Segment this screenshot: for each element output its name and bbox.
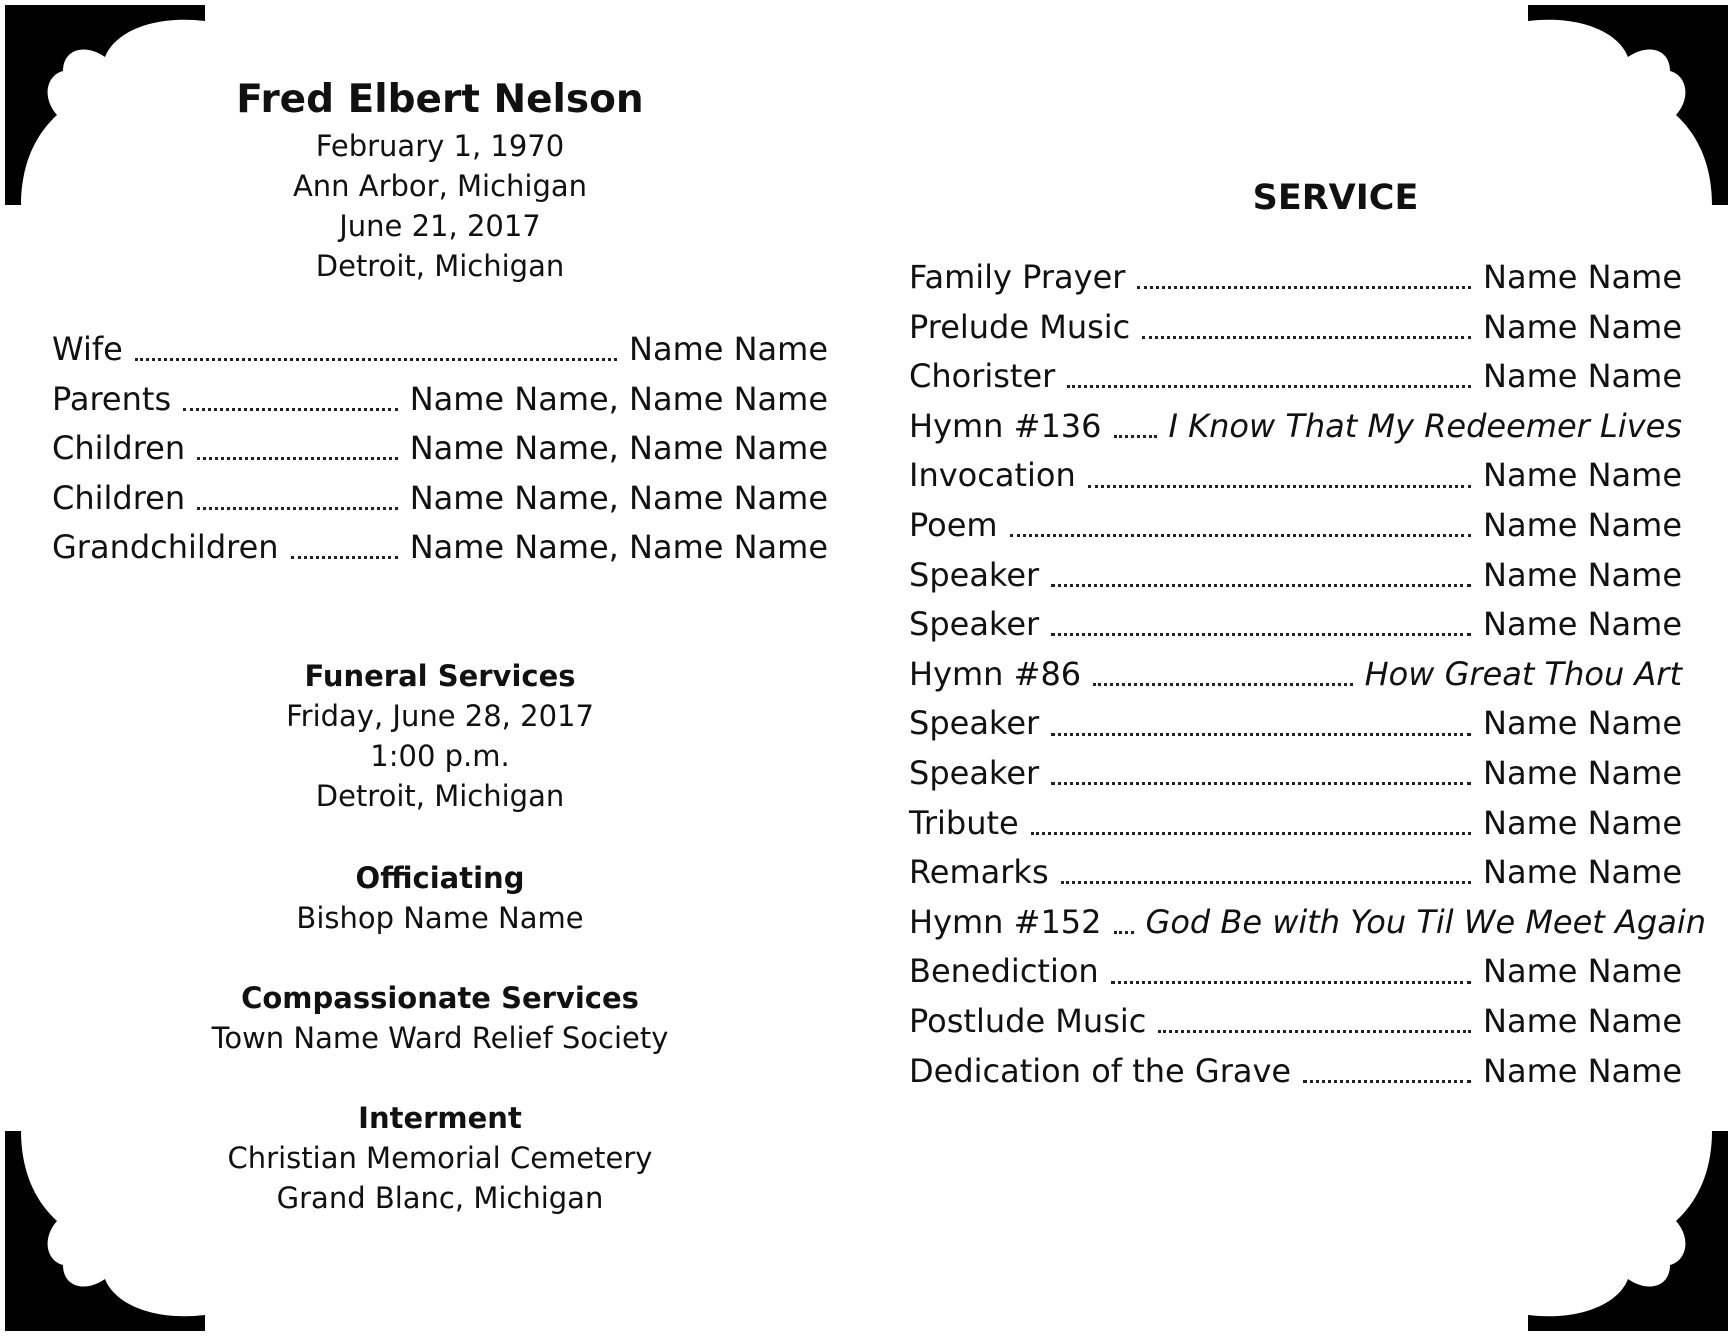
family-value: Name Name, Name Name	[409, 429, 828, 467]
service-row	[909, 1002, 1682, 1052]
family-label: Children	[52, 478, 186, 517]
dot-leader	[1051, 633, 1471, 636]
service-item-label: Postlude Music	[909, 1001, 1147, 1040]
obituary-header	[52, 74, 828, 286]
family-value: Name Name, Name Name	[409, 478, 828, 517]
birth-date: February 1, 1970	[315, 129, 565, 163]
service-item-label: Chorister	[909, 357, 1056, 396]
service-row	[909, 258, 1682, 308]
corner-ornament-bottom-right-icon	[1528, 1131, 1728, 1331]
service-item-value: Name Name	[1483, 555, 1682, 594]
service-row	[909, 952, 1682, 1002]
service-program-list	[909, 258, 1706, 1101]
dot-leader	[1111, 981, 1471, 984]
dot-leader	[1114, 931, 1134, 934]
family-label: Parents	[52, 379, 172, 418]
service-item-value: Name Name	[1483, 357, 1682, 396]
interment-line: Christian Memorial Cemetery	[227, 1140, 653, 1175]
service-item-value: Name Name	[1483, 952, 1682, 991]
dot-leader	[1061, 881, 1471, 884]
corner-ornament-top-right-icon	[1528, 5, 1728, 205]
dot-leader	[197, 457, 398, 460]
service-item-label: Dedication of the Grave	[909, 1051, 1292, 1090]
officiating-line: Bishop Name Name	[296, 900, 584, 935]
dot-leader	[1158, 1030, 1471, 1033]
service-item-label: Family Prayer	[909, 258, 1126, 296]
family-list	[52, 330, 828, 578]
dot-leader	[183, 408, 398, 411]
officiating-heading: Officiating	[355, 860, 525, 895]
service-row	[909, 407, 1682, 457]
funeral-services-line: Detroit, Michigan	[315, 778, 565, 813]
service-item-label: Poem	[909, 505, 998, 544]
dot-leader	[1010, 534, 1471, 537]
dot-leader	[1114, 435, 1157, 438]
compassionate-services-section	[52, 978, 828, 1058]
service-item-label: Prelude Music	[909, 307, 1131, 346]
service-item-label: Speaker	[909, 555, 1040, 594]
service-item-value: Name Name	[1483, 753, 1682, 792]
dot-leader	[1137, 286, 1471, 289]
officiating-section	[52, 858, 828, 938]
service-item-value: Name Name	[1483, 605, 1682, 644]
dot-leader	[291, 556, 398, 559]
service-row	[909, 506, 1682, 556]
service-row	[909, 308, 1682, 358]
service-row	[909, 853, 1682, 903]
family-row	[52, 330, 828, 380]
family-label: Grandchildren	[52, 528, 279, 566]
service-row	[909, 902, 1706, 953]
dot-leader	[1067, 385, 1471, 388]
right-panel	[909, 176, 1706, 1101]
compassionate-services-heading: Compassionate Services	[241, 980, 639, 1015]
service-item-label: Hymn #86	[909, 654, 1082, 693]
dot-leader	[1051, 733, 1471, 736]
service-item-value: Name Name	[1483, 704, 1682, 743]
death-place: Detroit, Michigan	[315, 249, 565, 283]
dot-leader	[1303, 1080, 1471, 1083]
service-item-label: Tribute	[909, 803, 1019, 842]
hymn-title: God Be with You Til We Meet Again	[1145, 902, 1706, 941]
birth-place: Ann Arbor, Michigan	[292, 169, 588, 203]
interment-heading: Interment	[358, 1100, 522, 1135]
family-row	[52, 380, 828, 430]
dot-leader	[197, 507, 398, 510]
service-row	[909, 605, 1682, 655]
family-value: Name Name, Name Name	[409, 379, 828, 418]
compassionate-services-line: Town Name Ward Relief Society	[211, 1020, 669, 1055]
service-item-label: Speaker	[909, 704, 1040, 743]
dot-leader	[1093, 683, 1352, 686]
service-row	[909, 456, 1682, 506]
service-item-value: Name Name	[1483, 1051, 1682, 1090]
service-heading: SERVICE	[1252, 178, 1419, 218]
service-row	[909, 1052, 1682, 1102]
dot-leader	[1051, 584, 1471, 587]
hymn-title: How Great Thou Art	[1364, 654, 1682, 693]
service-item-value: Name Name	[1483, 258, 1682, 296]
service-item-value: Name Name	[1483, 853, 1682, 892]
interment-line: Grand Blanc, Michigan	[276, 1180, 604, 1215]
death-date: June 21, 2017	[339, 209, 541, 243]
service-item-value: Name Name	[1483, 307, 1682, 346]
funeral-services-line: Friday, June 28, 2017	[286, 698, 594, 733]
service-row	[909, 754, 1682, 804]
dot-leader	[1142, 336, 1471, 339]
service-item-label: Remarks	[909, 853, 1049, 892]
service-row	[909, 804, 1682, 854]
service-item-label: Benediction	[909, 952, 1099, 991]
service-item-value: Name Name	[1483, 456, 1682, 495]
hymn-title: I Know That My Redeemer Lives	[1168, 406, 1682, 445]
family-row	[52, 528, 828, 578]
service-row	[909, 704, 1682, 754]
service-item-label: Hymn #136	[909, 406, 1102, 445]
family-row	[52, 429, 828, 479]
dot-leader	[1088, 485, 1471, 488]
service-item-value: Name Name	[1483, 803, 1682, 842]
family-label: Wife	[52, 330, 123, 368]
service-item-value: Name Name	[1483, 505, 1682, 544]
service-item-label: Speaker	[909, 753, 1040, 792]
funeral-services-line: 1:00 p.m.	[370, 738, 510, 773]
funeral-services-heading: Funeral Services	[304, 658, 576, 693]
dot-leader	[135, 358, 617, 361]
family-row	[52, 479, 828, 529]
family-value: Name Name	[629, 330, 828, 368]
interment-section	[52, 1098, 828, 1218]
dot-leader	[1031, 832, 1471, 835]
family-value: Name Name, Name Name	[409, 528, 828, 566]
service-row	[909, 655, 1682, 705]
service-row	[909, 357, 1682, 407]
funeral-services-section	[52, 656, 828, 816]
left-panel	[52, 74, 828, 1218]
family-label: Children	[52, 429, 186, 467]
dot-leader	[1051, 782, 1471, 785]
service-row	[909, 556, 1682, 606]
service-item-label: Invocation	[909, 456, 1076, 495]
service-item-value: Name Name	[1483, 1001, 1682, 1040]
service-item-label: Hymn #152	[909, 902, 1102, 941]
deceased-name: Fred Elbert Nelson	[236, 77, 644, 122]
service-item-label: Speaker	[909, 605, 1040, 644]
